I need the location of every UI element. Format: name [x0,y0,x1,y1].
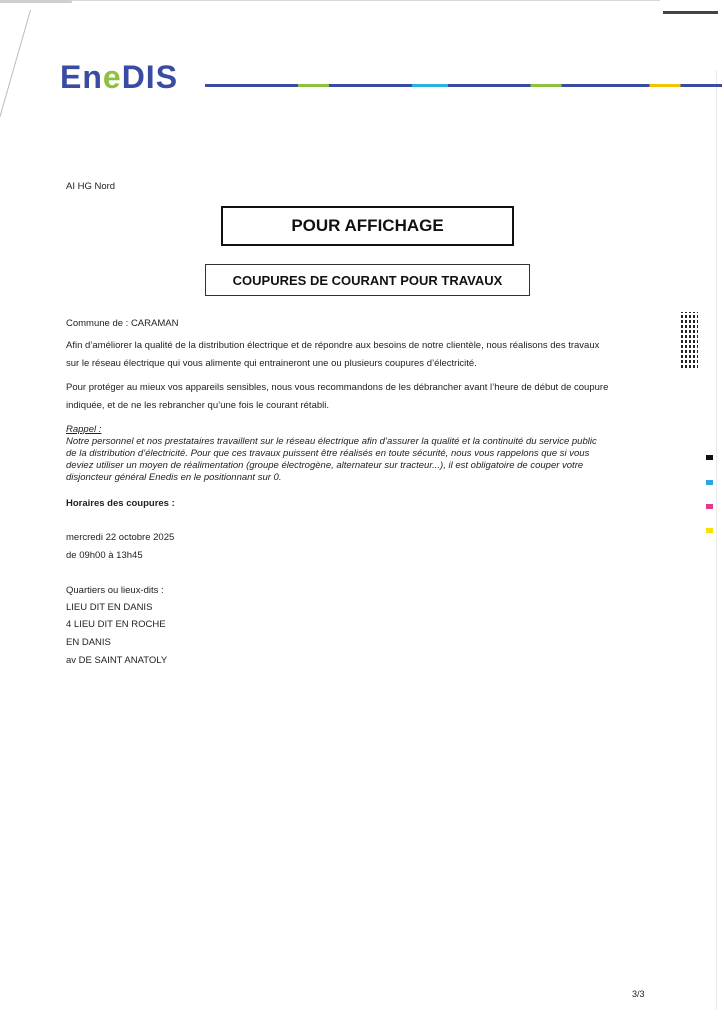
location-item: av DE SAINT ANATOLY [66,655,168,666]
registration-mark-cyan [706,480,713,485]
paragraph-line: Pour protéger au mieux vos appareils sensibles, nous vous recommandons de les débrancher avant l’heure de début de coupure [66,382,609,393]
registration-mark-magenta [706,504,713,509]
schedule-date: mercredi 22 octobre 2025 [66,532,175,543]
rappel-line: disjoncteur général Enedis en le positionnant sur 0. [66,472,282,483]
header-rule [205,84,722,87]
rappel-line: Notre personnel et nos prestataires travaillent sur le réseau électrique afin d’assurer la qualité et la continuité du service public [66,436,597,447]
qr-code [679,312,698,370]
rappel-line: de la distribution d’électricité. Pour que ces travaux puissent être réalisés en toute sécurité, nous vous rappelons que si vous [66,448,590,459]
sender-label: AI HG Nord [66,181,116,192]
page-number: 3/3 [632,989,645,999]
title-box: POUR AFFICHAGE [221,206,514,246]
locations-heading: Quartiers ou lieux-dits : [66,585,164,596]
commune-label: Commune de : CARAMAN [66,318,179,329]
rappel-line: deviez utiliser un moyen de réalimentation (groupe électrogène, alternateur sur tracteur...), il est obligatoire de couper votre [66,460,584,471]
rappel-label: Rappel : [66,424,102,435]
registration-mark-black [706,455,713,460]
schedule-time: de 09h00 à 13h45 [66,550,143,561]
location-item: LIEU DIT EN DANIS [66,602,153,613]
scan-edge-line [70,0,660,1]
registration-mark-yellow [706,528,713,533]
scan-corner-bar [663,11,718,14]
paragraph-line: sur le réseau électrique qui vous alimente qui entraineront une ou plusieurs coupures d’électricité. [66,358,477,369]
paragraph-line: Afin d’améliorer la qualité de la distribution électrique et de répondre aux besoins de notre clientèle, nous réalisons des travaux [66,340,600,351]
paragraph-line: indiquée, et de ne les rebrancher qu’une fois le courant rétabli. [66,400,330,411]
enedis-logo: EneDIS [60,59,179,95]
scan-edge-mark [0,0,72,3]
scan-right-edge [716,70,717,1010]
schedule-heading: Horaires des coupures : [66,498,175,509]
scan-fold-line [0,10,31,174]
location-item: 4 LIEU DIT EN ROCHE [66,619,166,630]
subtitle-box: COUPURES DE COURANT POUR TRAVAUX [205,264,530,296]
location-item: EN DANIS [66,637,111,648]
